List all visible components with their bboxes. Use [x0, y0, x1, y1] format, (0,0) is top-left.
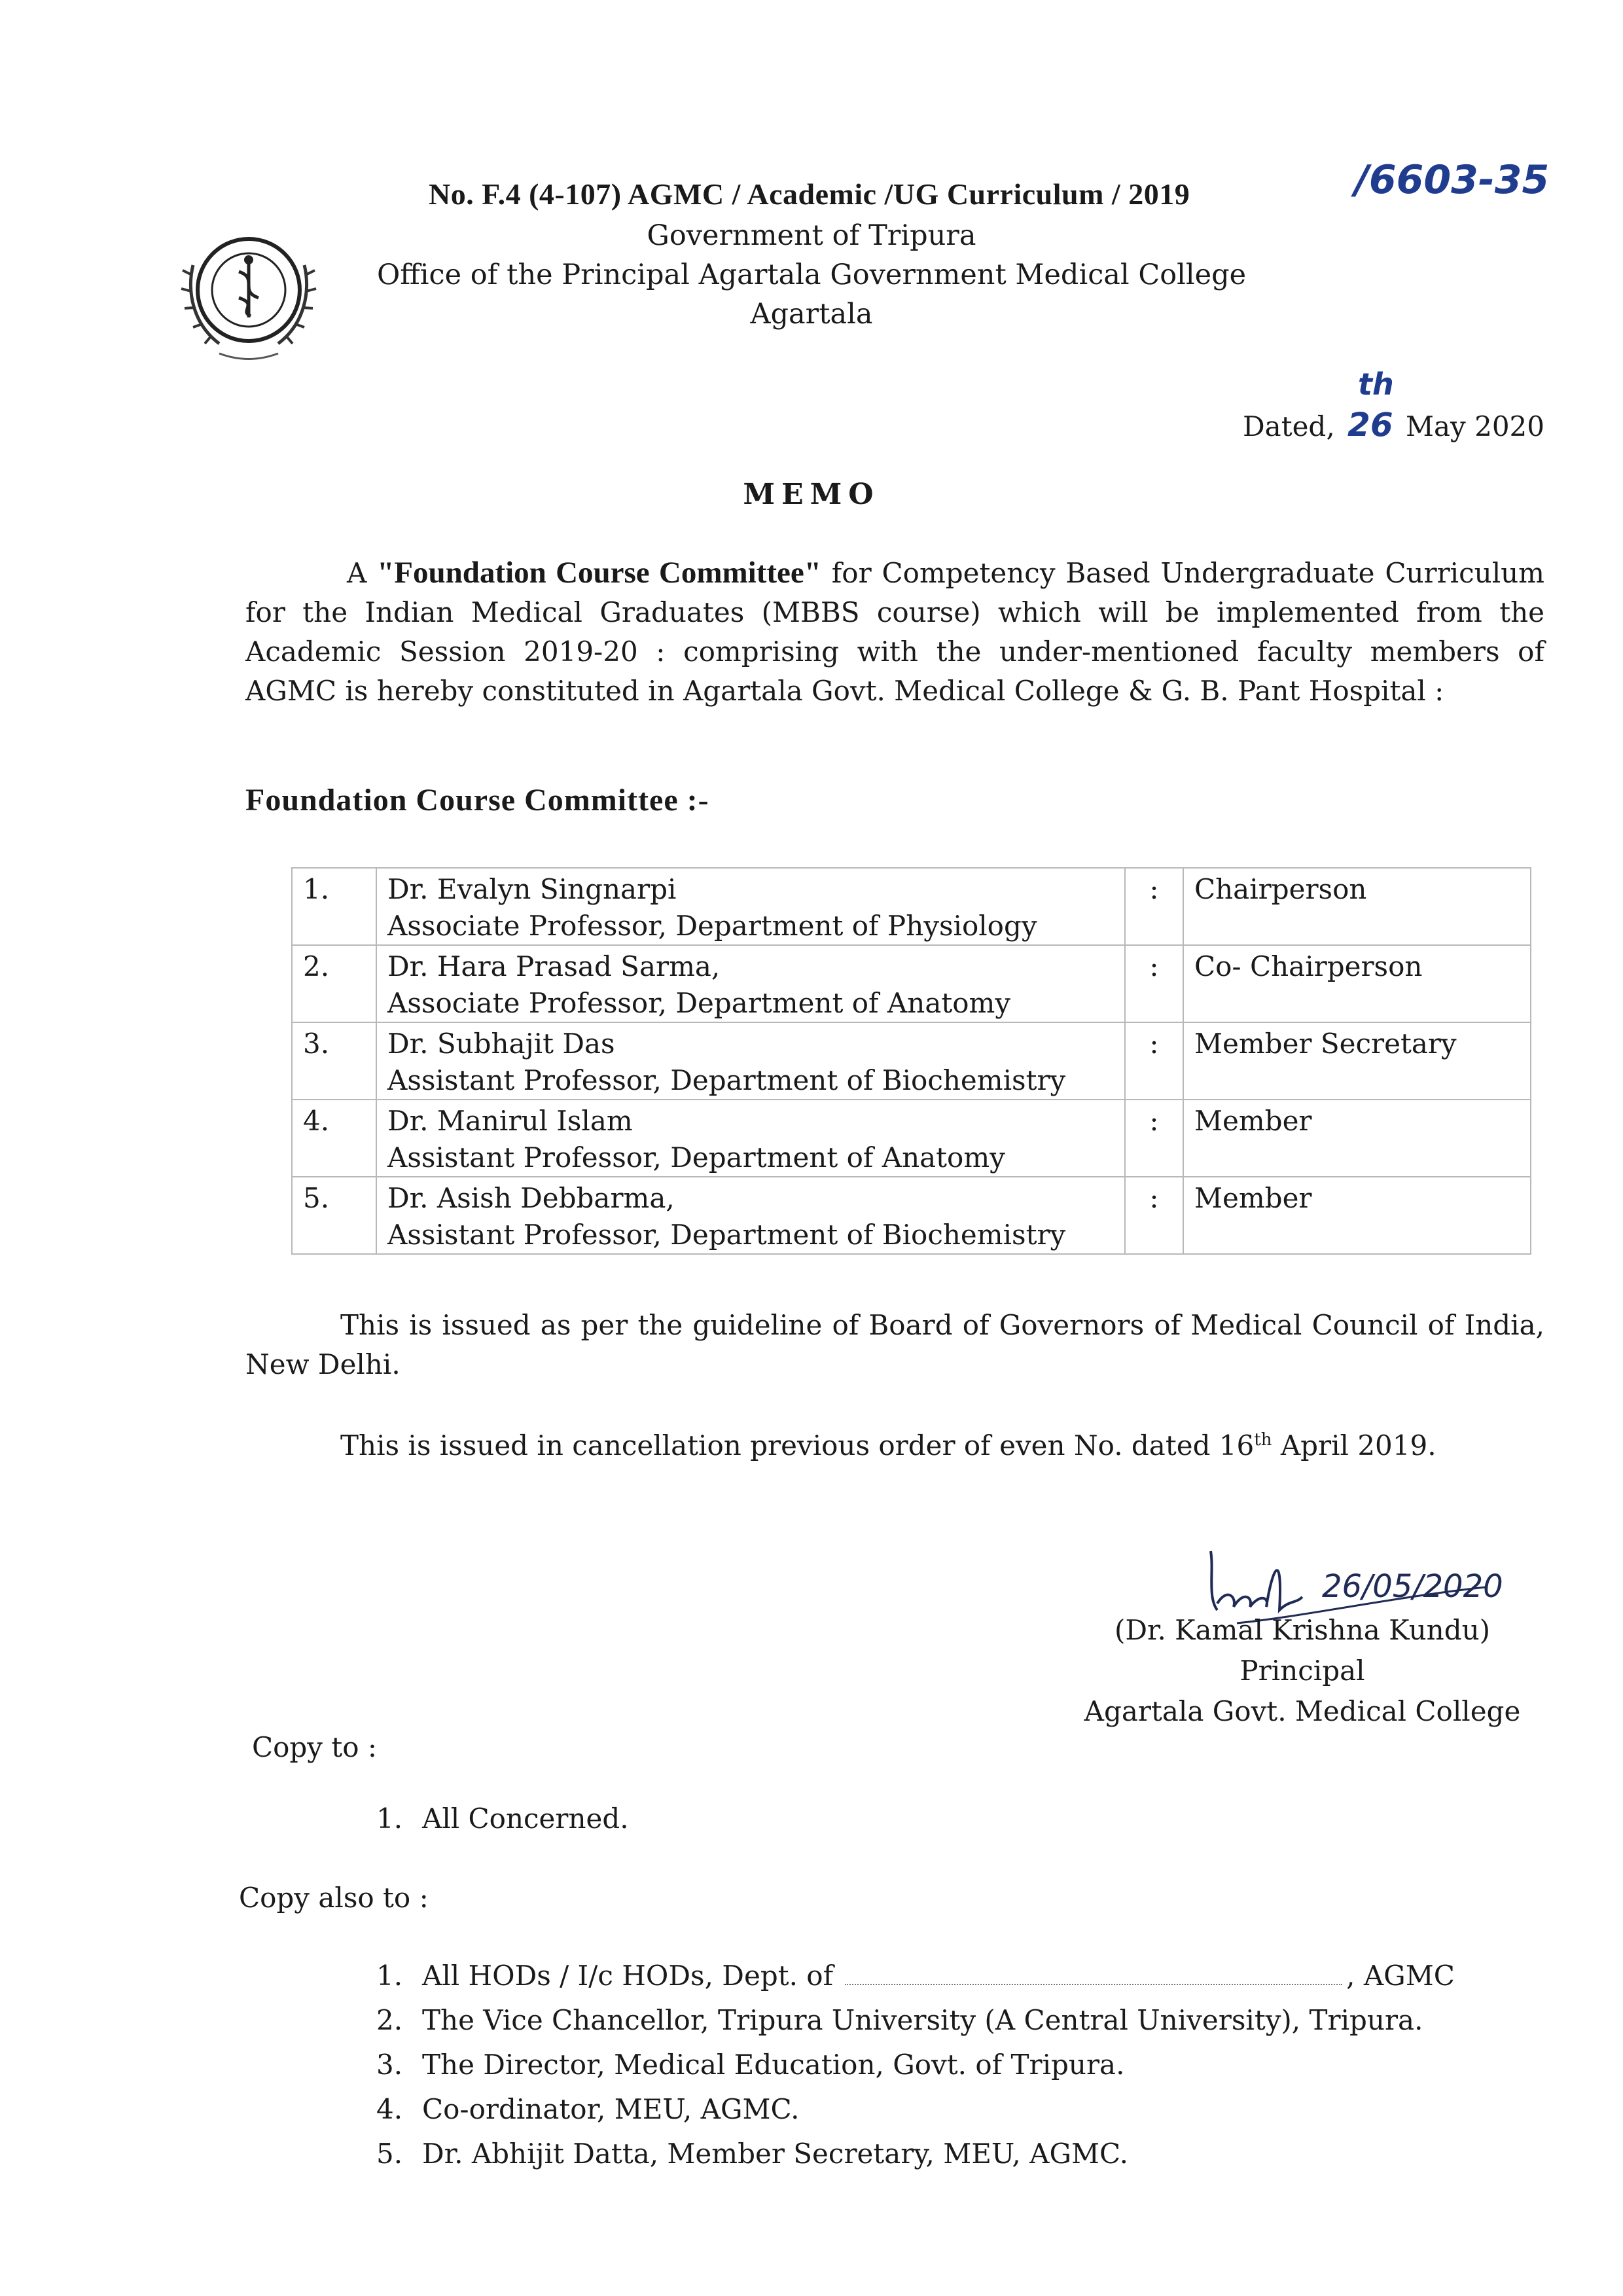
memo-title: MEMO [743, 478, 880, 511]
member-designation: Associate Professor, Department of Anatomy [387, 987, 1011, 1019]
item-number: 1. [376, 1803, 403, 1835]
member-cell [376, 1100, 1125, 1177]
handwritten-memo-number: /6603-35 [1355, 157, 1550, 203]
member-name: Dr. Asish Debbarma, [387, 1182, 675, 1214]
row-number: 5. [292, 1177, 376, 1254]
member-role: Member Secretary [1183, 1022, 1531, 1100]
list-item [376, 2043, 1455, 2087]
member-cell [376, 1177, 1125, 1254]
separator: : [1125, 945, 1183, 1022]
copy-also-to-label: Copy also to : [239, 1882, 429, 1914]
row-number: 4. [292, 1100, 376, 1177]
list-item [376, 1797, 629, 1841]
file-number: No. F.4 (4-107) AGMC / Academic /UG Curriculum / 2019 [429, 177, 1190, 211]
list-item [376, 1954, 1455, 1998]
item-number: 4. [376, 2093, 403, 2125]
table-row [292, 1100, 1531, 1177]
member-designation: Assistant Professor, Department of Anatomy [387, 1141, 1005, 1174]
member-designation: Assistant Professor, Department of Biochemistry [387, 1219, 1066, 1251]
item-text: Dr. Abhijit Datta, Member Secretary, MEU, AGMC. [422, 2138, 1128, 2170]
cancellation-text: This is issued in cancellation previous order of even No. dated 16 [340, 1429, 1255, 1462]
section-heading: Foundation Course Committee :- [245, 783, 709, 817]
memo-date [1243, 406, 1544, 444]
member-designation: Associate Professor, Department of Physiology [387, 910, 1037, 942]
member-name: Dr. Hara Prasad Sarma, [387, 950, 721, 982]
row-number: 3. [292, 1022, 376, 1100]
separator: : [1125, 1100, 1183, 1177]
table-row [292, 868, 1531, 945]
separator: : [1125, 1177, 1183, 1254]
signatory-institution: Agartala Govt. Medical College [1084, 1695, 1521, 1727]
city-name: Agartala [750, 298, 873, 331]
list-item [376, 2132, 1455, 2176]
table-row [292, 1022, 1531, 1100]
fill-in-blank [845, 1962, 1342, 1985]
table-row [292, 945, 1531, 1022]
copy-also-to-list [376, 1954, 1455, 2176]
item-text: Co-ordinator, MEU, AGMC. [422, 2093, 800, 2125]
item-number: 3. [376, 2049, 403, 2081]
copy-to-label: Copy to : [252, 1731, 378, 1763]
member-role: Member [1183, 1100, 1531, 1177]
date-superscript: th [1254, 1430, 1272, 1450]
memo-paragraph [245, 553, 1544, 711]
member-cell [376, 1022, 1125, 1100]
separator: : [1125, 1022, 1183, 1100]
member-cell [376, 945, 1125, 1022]
signatory-title: Principal [1240, 1655, 1365, 1687]
committee-table [291, 867, 1531, 1255]
item-number: 5. [376, 2138, 403, 2170]
list-item [376, 2087, 1455, 2132]
item-number: 2. [376, 2004, 403, 2036]
committee-name-bold: "Foundation Course Committee" [377, 556, 821, 590]
guideline-paragraph: This is issued as per the guideline of Board of Governors of Medical Council of India, New Delhi. [245, 1309, 1544, 1380]
member-role: Chairperson [1183, 868, 1531, 945]
row-number: 1. [292, 868, 376, 945]
member-name: Dr. Subhajit Das [387, 1028, 615, 1060]
table-row [292, 1177, 1531, 1254]
date-month-year: May 2020 [1405, 410, 1544, 442]
item-text-suffix: , AGMC [1346, 1960, 1455, 1992]
member-designation: Assistant Professor, Department of Biochemistry [387, 1064, 1066, 1096]
signature-date: 26/05/2020 [1322, 1568, 1503, 1605]
list-item [376, 1998, 1455, 2043]
member-name: Dr. Manirul Islam [387, 1105, 633, 1137]
item-text: All HODs / I/c HODs, Dept. of [422, 1960, 834, 1992]
member-name: Dr. Evalyn Singnarpi [387, 873, 677, 905]
member-cell [376, 868, 1125, 945]
item-number: 1. [376, 1960, 403, 1992]
para1-text: for Competency Based Undergraduate Curriculum for the Indian Medical Graduates (MBBS course) which will be implemented from the Academic Session 2019-20 : comprising with the under-mentioned faculty members of AGMC is hereby constituted in Agartala Govt. Medical College & G. B. Pant Hospital : [245, 557, 1544, 707]
member-role: Member [1183, 1177, 1531, 1254]
item-text: All Concerned. [422, 1803, 629, 1835]
date-prefix: Dated, [1242, 410, 1335, 442]
row-number: 2. [292, 945, 376, 1022]
office-name: Office of the Principal Agartala Government Medical College [376, 259, 1247, 291]
cancellation-paragraph [340, 1420, 1551, 1465]
member-role: Co- Chairperson [1183, 945, 1531, 1022]
government-name: Government of Tripura [647, 219, 976, 252]
copy-to-list [376, 1797, 629, 1841]
signatory-block [1060, 1610, 1544, 1732]
para1-prefix: A [347, 557, 378, 589]
item-text: The Vice Chancellor, Tripura University (A Central University), Tripura. [422, 2004, 1423, 2036]
separator: : [1125, 868, 1183, 945]
handwritten-date-day: 26 [1347, 406, 1393, 444]
handwritten-date-suffix: th [1358, 367, 1394, 402]
item-text: The Director, Medical Education, Govt. of Tripura. [422, 2049, 1125, 2081]
signatory-name: (Dr. Kamal Krishna Kundu) [1114, 1614, 1491, 1646]
cancellation-date-end: April 2019. [1272, 1429, 1436, 1462]
